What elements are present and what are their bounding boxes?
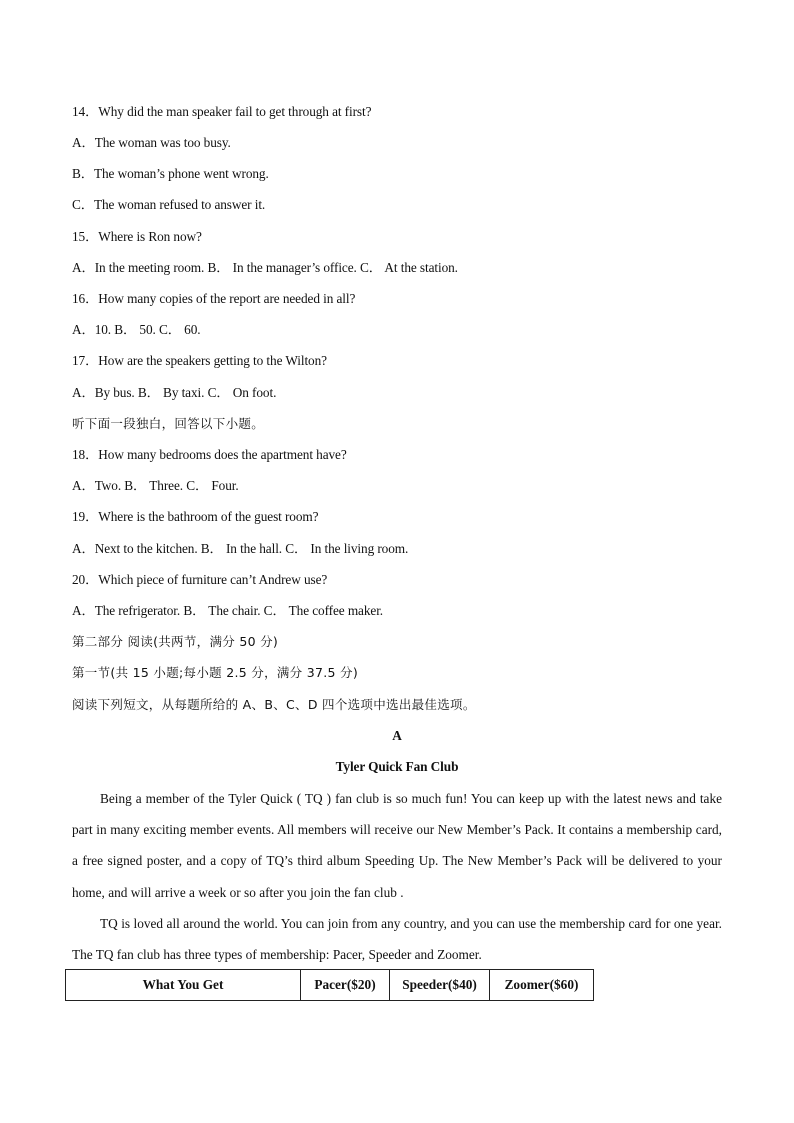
option-14a: A．The woman was too busy.: [72, 135, 231, 150]
options-16: A．10. B． 50. C． 60.: [72, 322, 201, 337]
question-17: 17．How are the speakers getting to the Wilton?: [72, 353, 327, 368]
passage-paragraph-1: Being a member of the Tyler Quick ( TQ ) fan club is so much fun! You can keep up with the latest news and take part in many exciting member events. All members will receive our New Member’s Pack. It contains a membership card, a free signed poster, and a copy of TQ’s third album Speeding Up. The New Member’s Pack will be delivered to your home, and will arrive a week or so after you join the fan club .: [72, 791, 722, 900]
question-16: 16．How many copies of the report are needed in all?: [72, 291, 356, 306]
options-20: A．The refrigerator. B． The chair. C． The coffee maker.: [72, 603, 384, 618]
question-20: 20．Which piece of furniture can’t Andrew use?: [72, 572, 328, 587]
table-header-row: [66, 970, 594, 1001]
header-speeder: Speeder($40): [390, 970, 490, 1001]
options-18: A．Two. B． Three. C． Four.: [72, 478, 239, 493]
reading-instruction: 阅读下列短文，从每题所给的 A、B、C、D 四个选项中选出最佳选项。: [72, 697, 476, 712]
options-15: A．In the meeting room. B． In the manager’s office. C． At the station.: [72, 260, 458, 275]
header-pacer: Pacer($20): [301, 970, 390, 1001]
options-17: A．By bus. B． By taxi. C． On foot.: [72, 385, 277, 400]
passage-paragraph-2: TQ is loved all around the world. You can join from any country, and you can use the membership card for one year. The TQ fan club has three types of membership: Pacer, Speeder and Zoomer.: [72, 916, 722, 963]
option-14c: C．The woman refused to answer it.: [72, 197, 266, 212]
question-14: 14．Why did the man speaker fail to get through at first?: [72, 104, 372, 119]
membership-table: [65, 969, 594, 1001]
passage-title: Tyler Quick Fan Club: [335, 759, 459, 774]
passage-letter: A: [392, 728, 402, 743]
question-15: 15．Where is Ron now?: [72, 229, 202, 244]
question-19: 19．Where is the bathroom of the guest room?: [72, 509, 319, 524]
monologue-instruction: 听下面一段独白，回答以下小题。: [72, 416, 265, 431]
header-what-you-get: What You Get: [66, 970, 301, 1001]
reading-section-title: 第一节(共 15 小题;每小题 2.5 分，满分 37.5 分): [72, 665, 359, 680]
options-19: A．Next to the kitchen. B． In the hall. C． In the living room.: [72, 541, 409, 556]
header-zoomer: Zoomer($60): [490, 970, 594, 1001]
option-14b: B．The woman’s phone went wrong.: [72, 166, 269, 181]
question-18: 18．How many bedrooms does the apartment have?: [72, 447, 347, 462]
reading-part-title: 第二部分 阅读(共两节，满分 50 分): [72, 634, 279, 649]
